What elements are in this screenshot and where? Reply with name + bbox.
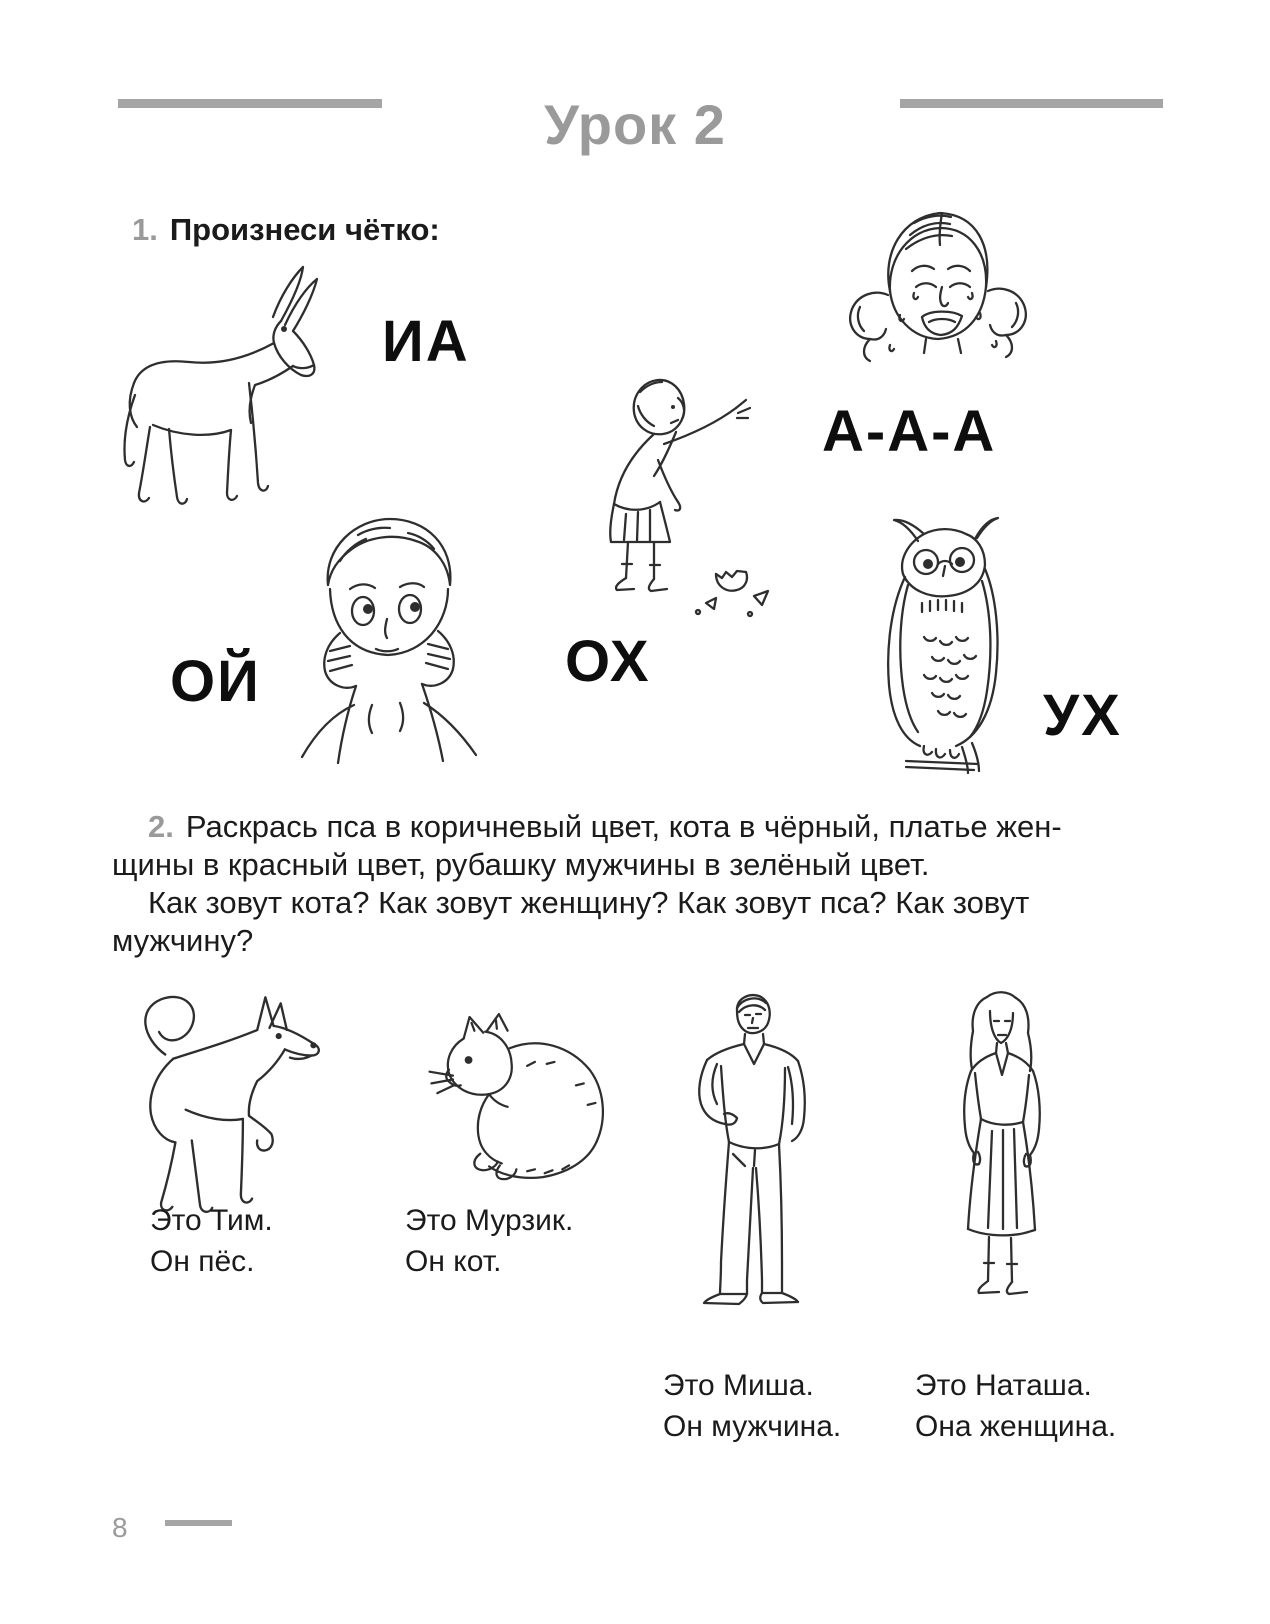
dog-caption-line1: Это Тим.: [150, 1204, 273, 1237]
exercise2-instruction-line1: 2. Раскрась пса в коричневый цвет, кота в чёрный, платье жен-: [148, 809, 1062, 844]
vocal-label-ukh: УХ: [1043, 683, 1122, 748]
man-caption-line2: Он мужчина.: [663, 1410, 842, 1443]
vocal-label-ia: ИА: [382, 309, 470, 374]
woman-caption-line2: Она женщина.: [915, 1410, 1117, 1443]
exercise2-instruction-line2: щины в красный цвет, рубашку мужчины в зелёный цвет.: [112, 847, 930, 882]
surprised-boy-illustration: [288, 505, 488, 775]
donkey-illustration: [105, 255, 355, 535]
page-title: Урок 2: [544, 93, 726, 156]
man-illustration: [675, 990, 830, 1310]
owl-illustration: [878, 515, 1028, 775]
exercise1-heading: [132, 212, 440, 248]
exercise2-question-line1: Как зовут кота? Как зовут женщину? Как зовут пса? Как зовут: [148, 885, 1030, 920]
woman-illustration: [940, 985, 1065, 1315]
dog-caption-line2: Он пёс.: [150, 1245, 255, 1278]
exercise2-text: [112, 808, 1172, 960]
woman-caption-line1: Это Наташа.: [915, 1369, 1092, 1402]
page-number: 8: [112, 1512, 128, 1543]
crying-girl-illustration: [830, 195, 1055, 395]
vocal-label-a-a-a: А-А-А: [822, 399, 997, 464]
dog-caption: [150, 1200, 273, 1282]
man-caption: [663, 1365, 841, 1447]
cat-caption: [405, 1200, 573, 1282]
woman-caption: [915, 1365, 1116, 1447]
exercise2-number: 2.: [148, 809, 174, 844]
cat-caption-line1: Это Мурзик.: [405, 1204, 574, 1237]
vocal-label-oy: ОЙ: [170, 649, 261, 714]
girl-broken-egg-illustration: [570, 362, 780, 622]
dog-illustration: [112, 985, 337, 1215]
exercise1-number: 1.: [132, 212, 158, 247]
cat-caption-line2: Он кот.: [405, 1245, 502, 1278]
exercise1-instruction: Произнеси чётко:: [169, 212, 440, 247]
footer-rule: [165, 1520, 232, 1526]
man-caption-line1: Это Миша.: [663, 1369, 814, 1402]
cat-illustration: [410, 1005, 615, 1195]
exercise2-question-line2: мужчину?: [112, 923, 254, 958]
vocal-label-okh: ОХ: [565, 629, 651, 694]
